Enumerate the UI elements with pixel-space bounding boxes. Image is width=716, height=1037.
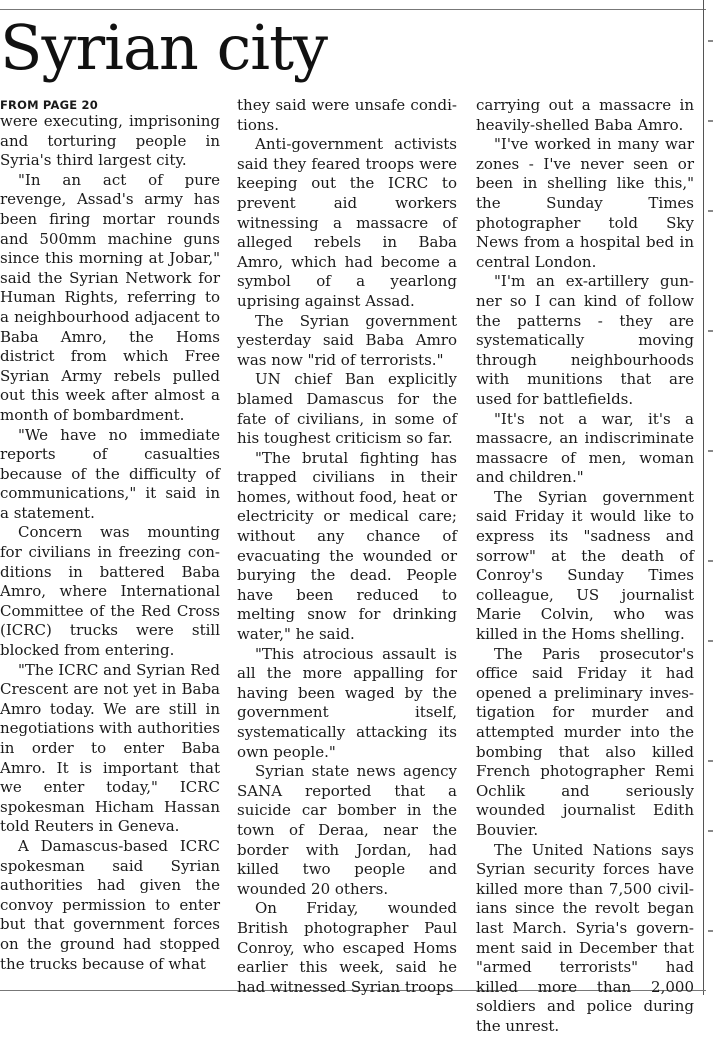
- column-rule-right: [703, 0, 704, 995]
- paragraph: "I'm an ex-artillery gunner so I can kind of follow the patterns - they are systematically moving through neighbourhoods with munitions that are used for battlefields.: [476, 272, 694, 408]
- paragraph: "I've worked in many war zones - I've never seen or been in shelling like this," the Sunday Times photographer told Sky News from a hospital bed in central London.: [476, 135, 694, 271]
- paragraph: they said were unsafe conditions.: [237, 96, 457, 134]
- paragraph: were executing, imprisoning and torturing people in Syria's third largest city.: [0, 112, 220, 170]
- adjacent-column-edge: [708, 0, 716, 995]
- article-column-3: [476, 96, 694, 1037]
- article-column-1: [0, 96, 220, 974]
- paragraph: "The ICRC and Syrian Red Crescent are not yet in Baba Amro today. We are still in negotiations with authorities in order to enter Baba Amro. It is important that we enter today," ICRC spokesman Hicham Hassan told Reuters in Geneva.: [0, 660, 220, 836]
- article-column-2: [237, 96, 457, 997]
- paragraph: The Syrian government said Friday it would like to express its "sadness and sorrow" at the death of Conroy's Sunday Times colleague, US journalist Marie Colvin, who was killed in the Homs shelling.: [476, 487, 694, 644]
- paragraph: "In an act of pure revenge, Assad's army has been firing mortar rounds and 500mm machine guns since this morning at Jobar," said the Syrian Network for Human Rights, referring to a neighbourhood adjacent to Baba Amro, the Homs district from which Free Syrian Army rebels pulled out this week after almost a month of bombardment.: [0, 170, 220, 424]
- paragraph: Concern was mounting for civilians in freezing conditions in battered Baba Amro, where International Committee of the Red Cross (ICRC) trucks were still blocked from entering.: [0, 523, 220, 660]
- paragraph: A Damascus-based ICRC spokesman said Syrian authorities had given the convoy permission to enter but that government forces on the ground had stopped the trucks because of what: [0, 836, 220, 973]
- paragraph: "It's not a war, it's a massacre, an indiscriminate massacre of men, woman and children.": [476, 409, 694, 487]
- paragraph: "We have no immediate reports of casualties because of the difficulty of communications," it said in a statement.: [0, 425, 220, 522]
- paragraph: The Paris prosecutor's office said Friday it had opened a preliminary investigation for murder and attempted murder into the bombing that also killed French photographer Remi Ochlik and seriously wounded journalist Edith Bouvier.: [476, 644, 694, 839]
- paragraph: The Syrian government yesterday said Baba Amro was now "rid of terrorists.": [237, 311, 457, 369]
- paragraph: The United Nations says Syrian security forces have killed more than 7,500 civilians since the revolt began last March. Syria's government said in December that "armed terrorists" had killed more than 2,000 soldiers and police during the unrest.: [476, 840, 694, 1035]
- paragraph: "The brutal fighting has trapped civilians in their homes, without food, heat or electricity or medical care; without any chance of evacuating the wounded or burying the dead. People have been reduced to melting snow for drinking water," he said.: [237, 448, 457, 644]
- paragraph: Anti-government activists said they feared troops were keeping out the ICRC to prevent aid workers witnessing a massacre of alleged rebels in Baba Amro, which had become a symbol of a yearlong uprising against Assad.: [237, 135, 457, 310]
- paragraph: UN chief Ban explicitly blamed Damascus for the fate of civilians, in some of his toughest criticism so far.: [237, 370, 457, 448]
- paragraph: carrying out a massacre in heavily-shelled Baba Amro.: [476, 96, 694, 134]
- paragraph: "This atrocious assault is all the more appalling for having been waged by the government itself, systematically attacking its own people.": [237, 644, 457, 761]
- headline: Syrian city: [0, 11, 328, 84]
- continued-from-kicker: FROM PAGE 20: [0, 98, 98, 112]
- top-rule: [0, 9, 706, 10]
- paragraph: On Friday, wounded British photographer Paul Conroy, who escaped Homs earlier this week, said he had witnessed Syrian troops: [237, 899, 457, 996]
- paragraph: Syrian state news agency SANA reported that a suicide car bomber in the town of Deraa, near the border with Jordan, had killed two people and wounded 20 others.: [237, 762, 457, 898]
